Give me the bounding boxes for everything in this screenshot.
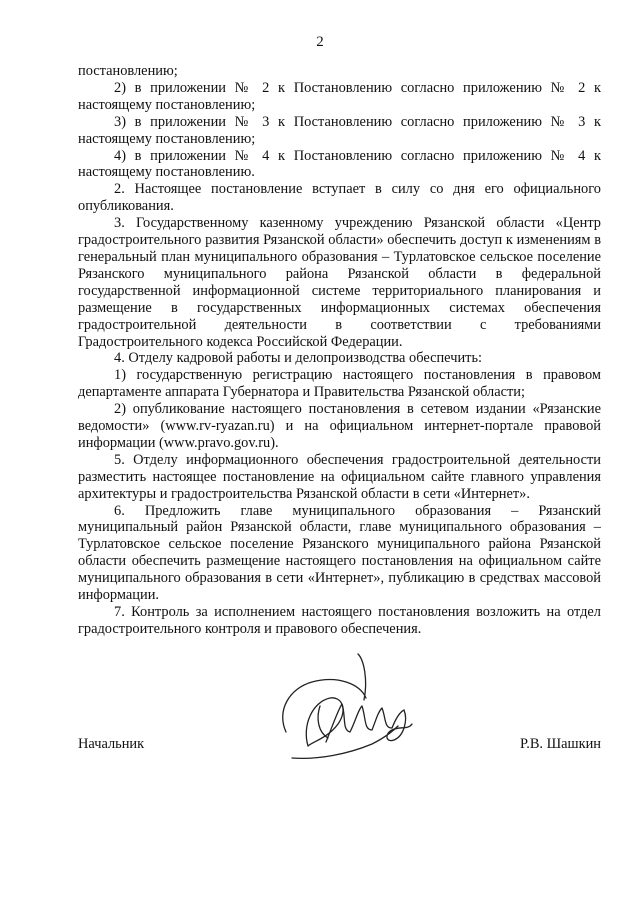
handwritten-signature xyxy=(268,640,438,780)
signer-title: Начальник xyxy=(78,736,145,752)
clause-4-item-1: 1) государственную регистрацию настоящего постановления в правовом департаменте аппарата Губернатора и Правительства Рязанской области; xyxy=(78,367,601,401)
signature-block xyxy=(78,735,601,753)
clause-3: 3. Государственному казенному учреждению Рязанской области «Центр градостроительного развития Рязанской области» обеспечить доступ к изменениям в генеральный план муниципального образования – Турлатовское сельское поселение Рязанского муниципального района Рязанской области в федеральной государственной информационной системе территориального планирования и размещение в государственных информационных системах обеспечения градостроительной деятельности в соответствии с требованиями Градостроительного кодекса Российской Федерации. xyxy=(78,215,601,350)
list-item-4: 4) в приложении № 4 к Постановлению согласно приложению № 4 к настоящему постановлению. xyxy=(78,147,601,181)
clause-4-item-2: 2) опубликование настоящего постановления в сетевом издании «Рязанские ведомости» (www.rv-ryazan.ru) и на официальном интернет-портале правовой информации (www.pravo.gov.ru). xyxy=(78,401,601,451)
clause-2: 2. Настоящее постановление вступает в силу со дня его официального опубликования. xyxy=(78,181,601,215)
clause-6: 6. Предложить главе муниципального образования – Рязанский муниципальный район Рязанской области, главе муниципального образования – Турлатовское сельское поселение Рязанского муниципального района Рязанской области обеспечить размещение настоящего постановления на официальном сайте муниципального образования в сети «Интернет», публикацию в средствах массовой информации. xyxy=(78,502,601,604)
clause-7: 7. Контроль за исполнением настоящего постановления возложить на отдел градостроительного контроля и правового обеспечения. xyxy=(78,604,601,637)
clause-4: 4. Отделу кадровой работы и делопроизводства обеспечить: xyxy=(114,350,482,367)
page-number: 2 xyxy=(316,34,324,50)
list-item-2: 2) в приложении № 2 к Постановлению согласно приложению № 2 к настоящему постановлению; xyxy=(78,79,601,113)
signer-name: Р.В. Шашкин xyxy=(520,736,601,752)
paragraph-continuation: постановлению; xyxy=(78,63,178,79)
clause-5: 5. Отделу информационного обеспечения градостроительной деятельности разместить настоящее постановление на официальном сайте главного управления архитектуры и градостроительства Рязанской области в сети «Интернет». xyxy=(78,451,601,502)
list-item-3: 3) в приложении № 3 к Постановлению согласно приложению № 3 к настоящему постановлению; xyxy=(78,113,601,147)
document-body xyxy=(78,63,601,638)
